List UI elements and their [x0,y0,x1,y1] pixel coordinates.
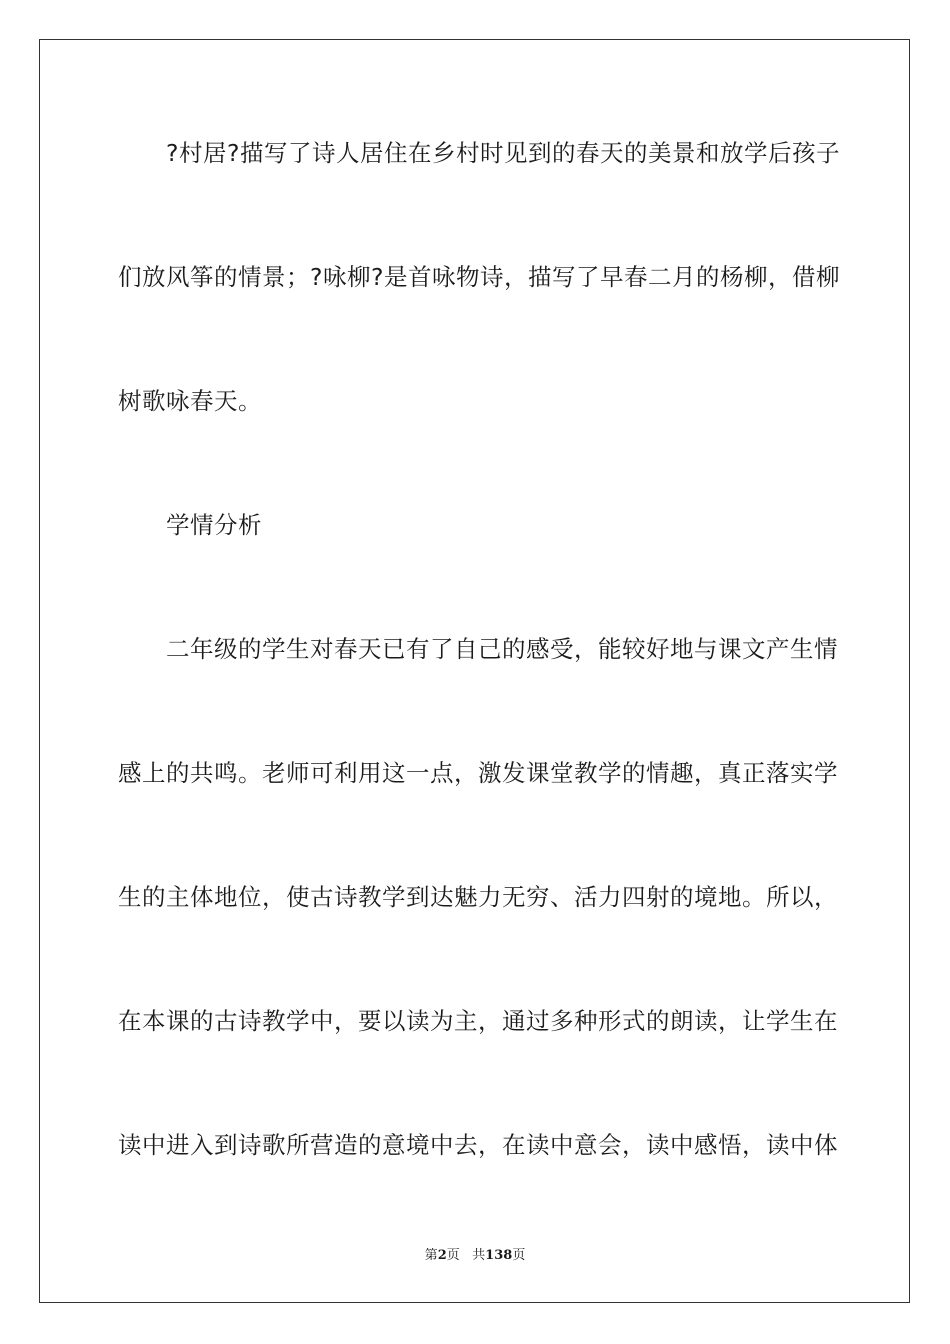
paragraph-line [118,138,840,168]
heading-text: 学情分析 [166,511,262,539]
paragraph-line: 感上的共鸣。老师可利用这一点，激发课堂教学的情趣，真正落实学 [118,759,838,787]
paragraph-line: 树歌咏春天。 [118,387,262,415]
footer-page-suffix: 页 [446,1248,460,1263]
paragraph-line: 们放风筝的情景；?咏柳?是首咏物诗，描写了早春二月的杨柳，借柳 [118,263,840,291]
section-heading [118,510,833,540]
footer-total-suffix: 页 [512,1248,526,1263]
total-pages: 138 [485,1248,513,1263]
paragraph-line: 生的主体地位，使古诗教学到达魅力无穷、活力四射的境地。所以， [118,883,838,911]
footer-prefix: 第 [424,1248,438,1263]
text-line-5: 二年级的学生对春天已有了自己的感受，能较好地与课文产生情 [166,635,838,663]
paragraph-line: 在本课的古诗教学中，要以读为主，通过多种形式的朗读，让学生在 [118,1007,838,1035]
page-footer [0,1247,950,1265]
paragraph-line: 读中进入到诗歌所营造的意境中去，在读中意会，读中感悟，读中体 [118,1131,838,1159]
page-number: 2 [437,1248,447,1263]
page-border [39,39,910,1303]
footer-total-prefix: 共 [472,1248,486,1263]
text-line-1: ?村居?描写了诗人居住在乡村时见到的春天的美景和放学后孩子 [166,139,840,167]
paragraph-line [118,634,838,664]
